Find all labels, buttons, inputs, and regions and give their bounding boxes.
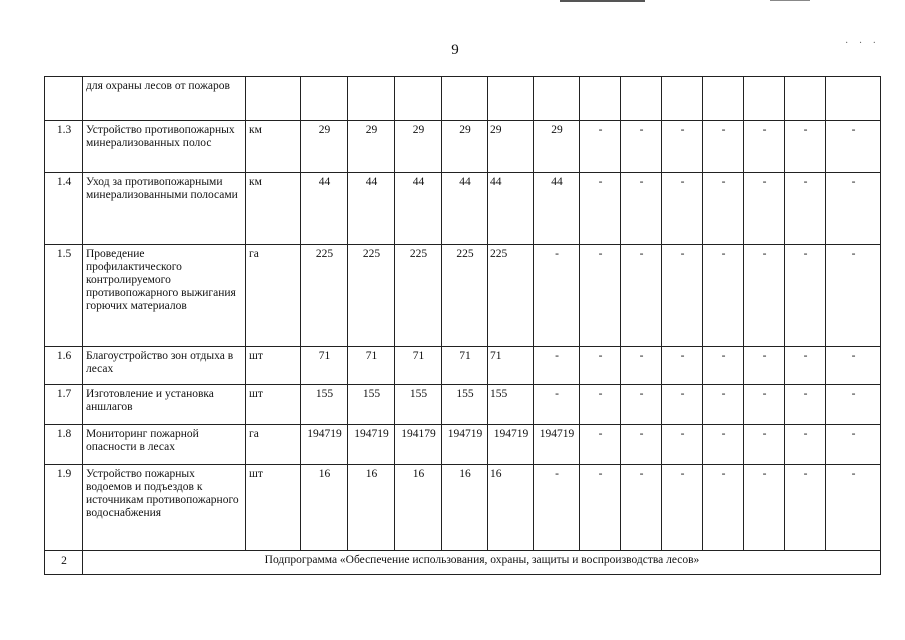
dash-cell: - [785, 245, 826, 347]
dash-cell [621, 77, 662, 121]
value-cell: 29 [348, 121, 395, 173]
dash-cell: - [662, 245, 703, 347]
value-cell: - [534, 465, 580, 551]
dash-cell: - [826, 245, 881, 347]
value-cell: 16 [395, 465, 442, 551]
dash-cell: - [662, 465, 703, 551]
value-cell: 44 [348, 173, 395, 245]
row-unit-cell: шт [246, 347, 301, 385]
row-name-cell: для охраны лесов от пожаров [83, 77, 246, 121]
dash-cell: - [621, 385, 662, 425]
value-cell: 29 [442, 121, 488, 173]
value-cell: 194719 [534, 425, 580, 465]
value-cell [534, 77, 580, 121]
row-unit-cell [246, 77, 301, 121]
value-cell [395, 77, 442, 121]
row-name-cell: Устройство пожарных водоемов и подъездов к источникам противопожарного водоснабжения [83, 465, 246, 551]
subprogram-title-cell: Подпрограмма «Обеспечение использования, охраны, защиты и воспроизводства лесов» [83, 551, 881, 575]
value-cell: 16 [348, 465, 395, 551]
dash-cell: - [744, 385, 785, 425]
value-cell: 155 [442, 385, 488, 425]
row-name-cell: Уход за противопожарными минерализованными полосами [83, 173, 246, 245]
dash-cell: - [580, 245, 621, 347]
dash-cell: - [826, 465, 881, 551]
dash-cell: - [580, 121, 621, 173]
value-cell: 194719 [488, 425, 534, 465]
value-cell: 29 [534, 121, 580, 173]
row-number-cell: 1.3 [45, 121, 83, 173]
dash-cell: - [785, 347, 826, 385]
value-cell: 44 [488, 173, 534, 245]
row-unit-cell: шт [246, 385, 301, 425]
dash-cell: - [826, 173, 881, 245]
dash-cell: - [744, 425, 785, 465]
value-cell: 194719 [442, 425, 488, 465]
value-cell: 16 [488, 465, 534, 551]
dash-cell: - [621, 347, 662, 385]
value-cell: 155 [395, 385, 442, 425]
value-cell: 29 [488, 121, 534, 173]
dash-cell: - [785, 465, 826, 551]
dash-cell: - [703, 465, 744, 551]
dash-cell: - [826, 121, 881, 173]
dash-cell [785, 77, 826, 121]
subprogram-number-cell: 2 [45, 551, 83, 575]
value-cell: 71 [488, 347, 534, 385]
table-row [45, 385, 881, 425]
value-cell: - [534, 385, 580, 425]
row-name-cell: Благоустройство зон отдыха в лесах [83, 347, 246, 385]
dash-cell: - [744, 347, 785, 385]
dash-cell: - [703, 347, 744, 385]
value-cell: 44 [395, 173, 442, 245]
dash-cell: - [744, 121, 785, 173]
value-cell: 155 [348, 385, 395, 425]
row-name-cell: Изготовление и установка аншлагов [83, 385, 246, 425]
dash-cell [662, 77, 703, 121]
dash-cell: - [621, 425, 662, 465]
row-name-cell: Мониторинг пожарной опасности в лесах [83, 425, 246, 465]
dash-cell: - [826, 425, 881, 465]
table-row [45, 425, 881, 465]
value-cell: 29 [301, 121, 348, 173]
dash-cell [826, 77, 881, 121]
value-cell: 16 [301, 465, 348, 551]
value-cell: 71 [301, 347, 348, 385]
row-number-cell: 1.6 [45, 347, 83, 385]
table-row [45, 173, 881, 245]
dash-cell: - [621, 245, 662, 347]
scan-artifact-top-right [770, 0, 810, 1]
dash-cell: - [785, 425, 826, 465]
value-cell: 225 [301, 245, 348, 347]
table-row [45, 77, 881, 121]
dash-cell: - [744, 245, 785, 347]
subprogram-row [45, 551, 881, 575]
row-number-cell: 1.7 [45, 385, 83, 425]
dash-cell: - [580, 425, 621, 465]
dash-cell: - [580, 465, 621, 551]
row-number-cell: 1.4 [45, 173, 83, 245]
dash-cell: - [744, 173, 785, 245]
scan-artifact-dots: · · · [845, 38, 880, 49]
value-cell [348, 77, 395, 121]
value-cell: 71 [348, 347, 395, 385]
dash-cell: - [662, 173, 703, 245]
value-cell [442, 77, 488, 121]
dash-cell [744, 77, 785, 121]
row-number-cell [45, 77, 83, 121]
value-cell [301, 77, 348, 121]
row-unit-cell: га [246, 425, 301, 465]
value-cell [488, 77, 534, 121]
row-number-cell: 1.8 [45, 425, 83, 465]
scan-artifact-top [560, 0, 645, 2]
value-cell: 225 [348, 245, 395, 347]
page-number: 9 [451, 42, 459, 58]
value-cell: 44 [442, 173, 488, 245]
row-name-cell: Устройство противопожарных минерализованных полос [83, 121, 246, 173]
row-number-cell: 1.9 [45, 465, 83, 551]
value-cell: 29 [395, 121, 442, 173]
table-row [45, 121, 881, 173]
table-row [45, 245, 881, 347]
table-row [45, 347, 881, 385]
dash-cell: - [621, 465, 662, 551]
dash-cell: - [703, 245, 744, 347]
dash-cell: - [785, 385, 826, 425]
value-cell: 194719 [348, 425, 395, 465]
table-body [45, 77, 881, 575]
value-cell: 225 [488, 245, 534, 347]
dash-cell: - [662, 385, 703, 425]
value-cell: 225 [442, 245, 488, 347]
row-unit-cell: км [246, 121, 301, 173]
row-name-cell: Проведение профилактического контролируемого противопожарного выжигания горючих материалов [83, 245, 246, 347]
dash-cell: - [703, 425, 744, 465]
row-unit-cell: шт [246, 465, 301, 551]
dash-cell: - [662, 347, 703, 385]
value-cell: 71 [395, 347, 442, 385]
dash-cell: - [662, 425, 703, 465]
dash-cell: - [621, 121, 662, 173]
dash-cell: - [580, 173, 621, 245]
dash-cell [580, 77, 621, 121]
dash-cell: - [621, 173, 662, 245]
program-table [44, 76, 881, 575]
dash-cell: - [826, 385, 881, 425]
dash-cell: - [662, 121, 703, 173]
value-cell: 155 [488, 385, 534, 425]
row-number-cell: 1.5 [45, 245, 83, 347]
value-cell: 155 [301, 385, 348, 425]
dash-cell: - [580, 385, 621, 425]
row-unit-cell: га [246, 245, 301, 347]
table-row [45, 465, 881, 551]
dash-cell: - [785, 121, 826, 173]
dash-cell: - [744, 465, 785, 551]
value-cell: 225 [395, 245, 442, 347]
dash-cell: - [826, 347, 881, 385]
value-cell: 194719 [301, 425, 348, 465]
value-cell: 71 [442, 347, 488, 385]
dash-cell: - [703, 173, 744, 245]
dash-cell: - [785, 173, 826, 245]
dash-cell [703, 77, 744, 121]
dash-cell: - [703, 385, 744, 425]
value-cell: 44 [301, 173, 348, 245]
value-cell: 44 [534, 173, 580, 245]
dash-cell: - [580, 347, 621, 385]
row-unit-cell: км [246, 173, 301, 245]
value-cell: 194179 [395, 425, 442, 465]
dash-cell: - [703, 121, 744, 173]
value-cell: - [534, 245, 580, 347]
value-cell: - [534, 347, 580, 385]
value-cell: 16 [442, 465, 488, 551]
